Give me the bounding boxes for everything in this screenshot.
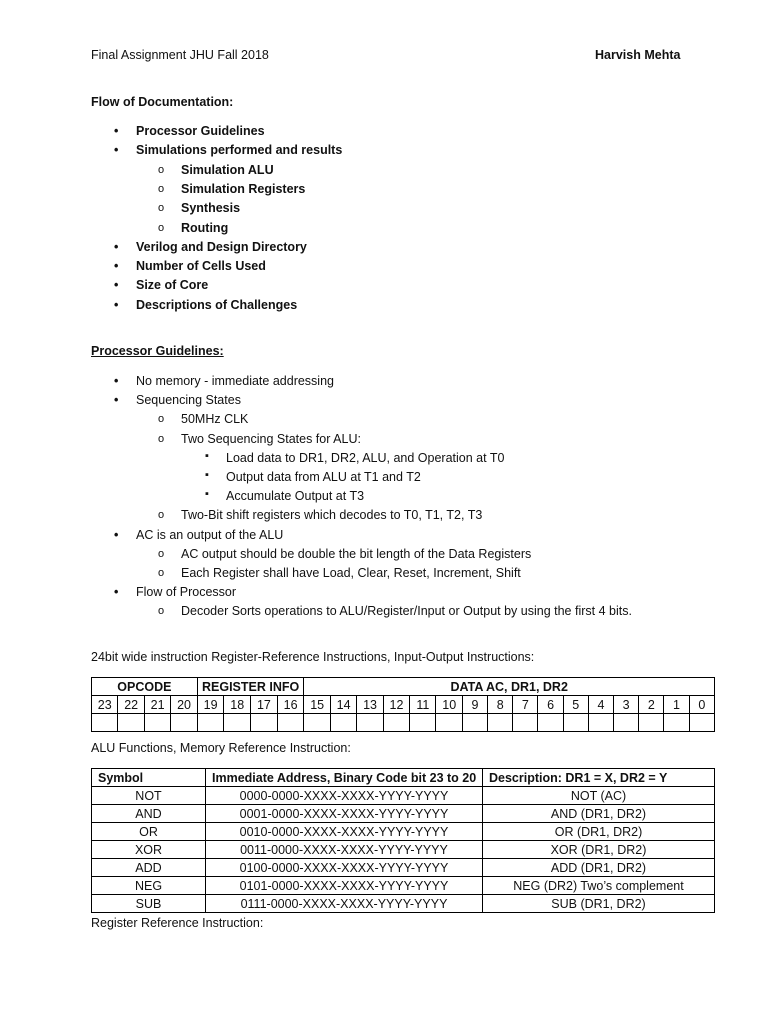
list-item: o Each Register shall have Load, Clear, Reset, Increment, Shift: [181, 566, 521, 580]
bit-number-cell: 14: [330, 696, 356, 714]
bit-layout-table: [91, 677, 715, 732]
doc-header-left: Final Assignment JHU Fall 2018: [91, 48, 269, 62]
bit-empty-row: [92, 714, 715, 732]
bit-empty-cell: [563, 714, 588, 732]
alu-functions-table: [91, 768, 715, 913]
bit-number-cell: 11: [410, 696, 436, 714]
list-item: o AC output should be double the bit length of the Data Registers: [181, 547, 531, 561]
flow-title: Flow of Documentation:: [91, 95, 234, 109]
bit-number-cell: 13: [357, 696, 383, 714]
bit-number-row: [92, 696, 715, 714]
list-item: o 50MHz CLK: [181, 412, 248, 426]
alu-header-row: [92, 769, 715, 787]
bit-empty-cell: [197, 714, 224, 732]
bit-number-cell: 1: [664, 696, 689, 714]
bit-empty-cell: [357, 714, 383, 732]
bit-number-cell: 10: [436, 696, 462, 714]
list-item: • Verilog and Design Directory: [136, 240, 307, 254]
bit-empty-cell: [436, 714, 462, 732]
bit-number-cell: 6: [538, 696, 563, 714]
bit-number-cell: 0: [689, 696, 714, 714]
list-item: • Simulations performed and results: [136, 143, 342, 157]
bit-empty-cell: [277, 714, 304, 732]
bit-empty-cell: [513, 714, 538, 732]
list-item: • Flow of Processor: [136, 585, 236, 599]
table-row: [92, 805, 715, 823]
bit-empty-cell: [538, 714, 563, 732]
alu-symbol-cell: NEG: [92, 877, 206, 895]
alu-symbol-cell: XOR: [92, 841, 206, 859]
list-item: o Two-Bit shift registers which decodes to T0, T1, T2, T3: [181, 508, 482, 522]
bit-empty-cell: [304, 714, 330, 732]
table-row: [92, 877, 715, 895]
alu-description-cell: NOT (AC): [483, 787, 715, 805]
list-item: • Number of Cells Used: [136, 259, 266, 273]
list-item: o Decoder Sorts operations to ALU/Register/Input or Output by using the first 4 bits.: [181, 604, 632, 618]
alu-description-cell: XOR (DR1, DR2): [483, 841, 715, 859]
alu-code-cell: 0100-0000-XXXX-XXXX-YYYY-YYYY: [206, 859, 483, 877]
bit-empty-cell: [383, 714, 409, 732]
bit-number-cell: 20: [171, 696, 197, 714]
list-item: ▪ Accumulate Output at T3: [226, 489, 364, 503]
alu-caption: ALU Functions, Memory Reference Instruction:: [91, 741, 351, 755]
bit-number-cell: 8: [488, 696, 513, 714]
alu-symbol-cell: SUB: [92, 895, 206, 913]
register-caption: Register Reference Instruction:: [91, 916, 264, 930]
bit-number-cell: 9: [462, 696, 487, 714]
list-item: • Size of Core: [136, 278, 208, 292]
list-item: o Two Sequencing States for ALU:: [181, 432, 361, 446]
table-row: [92, 823, 715, 841]
alu-code-cell: 0011-0000-XXXX-XXXX-YYYY-YYYY: [206, 841, 483, 859]
alu-code-cell: 0001-0000-XXXX-XXXX-YYYY-YYYY: [206, 805, 483, 823]
bit-empty-cell: [639, 714, 664, 732]
bit-empty-cell: [588, 714, 613, 732]
bit-number-cell: 21: [144, 696, 170, 714]
bit-empty-cell: [224, 714, 251, 732]
alu-description-cell: ADD (DR1, DR2): [483, 859, 715, 877]
bit-empty-cell: [251, 714, 278, 732]
bit-number-cell: 17: [251, 696, 278, 714]
list-item: o Simulation Registers: [181, 182, 305, 196]
alu-symbol-cell: OR: [92, 823, 206, 841]
alu-description-cell: OR (DR1, DR2): [483, 823, 715, 841]
alu-code-cell: 0101-0000-XXXX-XXXX-YYYY-YYYY: [206, 877, 483, 895]
list-item: o Simulation ALU: [181, 163, 274, 177]
alu-description-cell: NEG (DR2) Two’s complement: [483, 877, 715, 895]
bit-number-cell: 4: [588, 696, 613, 714]
list-item: ▪ Output data from ALU at T1 and T2: [226, 470, 421, 484]
bit-number-cell: 18: [224, 696, 251, 714]
list-item: • Descriptions of Challenges: [136, 298, 297, 312]
alu-symbol-cell: NOT: [92, 787, 206, 805]
bit-number-cell: 5: [563, 696, 588, 714]
alu-description-cell: AND (DR1, DR2): [483, 805, 715, 823]
bit-number-cell: 16: [277, 696, 304, 714]
bit-empty-cell: [462, 714, 487, 732]
list-item: o Synthesis: [181, 201, 240, 215]
instruction-caption: 24bit wide instruction Register-Reference Instructions, Input-Output Instructions:: [91, 650, 535, 664]
bit-number-cell: 23: [92, 696, 118, 714]
alu-header-symbol: Symbol: [92, 769, 206, 787]
list-item: • Sequencing States: [136, 393, 241, 407]
alu-symbol-cell: AND: [92, 805, 206, 823]
alu-description-cell: SUB (DR1, DR2): [483, 895, 715, 913]
list-item: • No memory - immediate addressing: [136, 374, 334, 388]
bit-number-cell: 3: [614, 696, 639, 714]
alu-header-code: Immediate Address, Binary Code bit 23 to 20: [206, 769, 483, 787]
bit-empty-cell: [144, 714, 170, 732]
alu-code-cell: 0010-0000-XXXX-XXXX-YYYY-YYYY: [206, 823, 483, 841]
bit-number-cell: 7: [513, 696, 538, 714]
bit-number-cell: 22: [118, 696, 144, 714]
bit-empty-cell: [118, 714, 144, 732]
alu-code-cell: 0111-0000-XXXX-XXXX-YYYY-YYYY: [206, 895, 483, 913]
guidelines-title: Processor Guidelines:: [91, 344, 224, 358]
bit-empty-cell: [92, 714, 118, 732]
bit-empty-cell: [171, 714, 197, 732]
list-item: • Processor Guidelines: [136, 124, 265, 138]
bit-number-cell: 15: [304, 696, 330, 714]
alu-symbol-cell: ADD: [92, 859, 206, 877]
bit-empty-cell: [330, 714, 356, 732]
table-row: [92, 859, 715, 877]
group-opcode: OPCODE: [92, 678, 198, 696]
doc-header-author: Harvish Mehta: [595, 48, 681, 62]
bit-number-cell: 12: [383, 696, 409, 714]
alu-code-cell: 0000-0000-XXXX-XXXX-YYYY-YYYY: [206, 787, 483, 805]
bit-empty-cell: [664, 714, 689, 732]
table-row: [92, 787, 715, 805]
bit-number-cell: 2: [639, 696, 664, 714]
list-item: • AC is an output of the ALU: [136, 528, 283, 542]
list-item: o Routing: [181, 221, 228, 235]
group-register-info: REGISTER INFO: [197, 678, 304, 696]
bit-number-cell: 19: [197, 696, 224, 714]
bit-empty-cell: [410, 714, 436, 732]
alu-header-description: Description: DR1 = X, DR2 = Y: [483, 769, 715, 787]
bit-empty-cell: [689, 714, 714, 732]
list-item: ▪ Load data to DR1, DR2, ALU, and Operation at T0: [226, 451, 504, 465]
bit-group-row: [92, 678, 715, 696]
group-data: DATA AC, DR1, DR2: [304, 678, 715, 696]
bit-empty-cell: [614, 714, 639, 732]
bit-empty-cell: [488, 714, 513, 732]
table-row: [92, 895, 715, 913]
table-row: [92, 841, 715, 859]
